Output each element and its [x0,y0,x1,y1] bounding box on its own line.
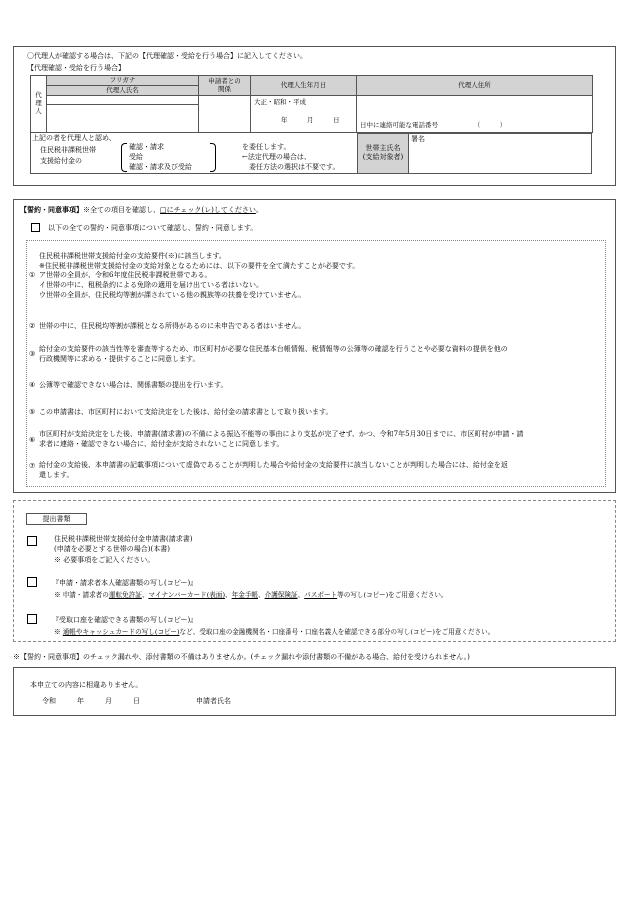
option-confirm-claim-receive[interactable]: 確認・請求及び受給 [129,163,192,171]
applicant-name-label: 申請者氏名 [196,697,231,705]
delegation-lead: 上記の者を代理人と認め、 [32,134,116,142]
item-5-mark: ⑤ [29,408,36,416]
item-2-mark: ② [29,322,36,330]
doc3-note-post: など、受取口座の金融機関名・口座番号・口座名義人を確認できる部分の写し(コピー)をご用意ください。 [179,628,495,636]
doc2-link-care: 介護保険証 [264,591,298,599]
all-agree-checkbox[interactable] [31,223,40,232]
pledge-header-bold: 【誓約・同意事項】 [20,205,83,214]
item-3-text: 給付金の支給要件の該当性等を審査等するため、市区町村が必要な住民基本台帳情報、税情報等の公簿等の確認を行うことや必要な資料の提供を他の 行政機関等に求める・提供することに同意します。 [39,345,508,363]
address-header: 代理人住所 [357,76,593,96]
pledge-header [20,206,263,215]
doc2-note-post: 等の写し(コピー)をご用意ください。 [337,591,448,599]
doc3-title: 『受取口座を確認できる書類の写し(コピー)』 [52,616,198,624]
dob-input[interactable] [251,96,357,133]
item-4-mark: ④ [29,381,36,389]
proxy-intro: 〇代理人が確認する場合は、下記の【代理確認・受給を行う場合】に記入してください。 [27,52,307,60]
householder-label: 世帯主氏名 (支給対象者) [357,133,409,174]
doc2-note: ※ 申請・請求者の運転免許証、マイナンバーカード(表面)、年金手帳、介護保険証、パスポート等の写し(コピー)をご用意ください。 [54,591,448,599]
doc1-note: ※ 必要事項をご記入ください。 [54,556,155,564]
item-3-mark: ③ [29,350,36,358]
final-date: 令和 年 月 日 [42,697,140,705]
item-6-mark: ⑥ [29,436,36,444]
benefit-name: 住民税非課税世帯 支援給付金の [40,146,96,165]
doc2-link-license: 運転免許証 [108,591,142,599]
proxy-table [30,75,593,133]
warning-text: ※【誓約・同意事項】のチェック漏れや、添付書類の不備はありませんか。(チェック漏れや添付書類の不備がある場合、給付を受けられません。) [13,653,470,661]
proxy-section-title: 【代理確認・受給を行う場合】 [27,64,125,72]
signature-box[interactable] [408,133,592,174]
docs-title: 提出書類 [26,513,87,525]
doc3-note-pre: ※ [54,628,63,636]
item-6-text: 市区町村が支給決定をした後、申請書(請求書)の不備による振込不能等の事由により支払が完了せず、かつ、令和7年5月30日までに、市区町村が申請・請 求者に連絡・確認できない場合に、給付金が支給されないことに同意します。 [39,430,524,448]
doc2-note-pre: ※ 申請・請求者の [54,591,109,599]
phone-label: 日中に連絡可能な電話番号 （ ） [360,121,507,129]
all-agree-label: 以下の全ての誓約・同意事項について確認し、誓約・同意します。 [48,224,258,232]
entrust-text: を委任します。 ←法定代理の場合は、 委任方法の選択は不要です。 [242,143,340,171]
options-left-bracket [121,143,127,172]
doc1-checkbox[interactable] [27,536,37,546]
doc2-link-pension: 年金手帳 [231,591,259,599]
item-5-text: この申請書は、市区町村において支給決定をした後は、給付金の請求書として取り扱います。 [39,408,333,416]
name-header: 代理人氏名 [47,86,199,96]
item-1-text: 住民税非課税世帯支援給付金の支給要件(※)に該当します。 ※住民税非課税世帯支援給付金の支給対象となるためには、以下の要件を全て満たすことが必要です。 ア世帯の全員が、令和6年度住民税非課税世帯である。 イ世帯の中に、租税条約による免除の適用を届け出ている者はいない。 ウ世帯の全員が、住民税均等割が課されている他の親族等の扶養を受けていません。 [39,252,360,299]
doc3-note [54,628,494,636]
final-section [13,667,616,716]
item-7-mark: ⑦ [29,462,36,470]
relation-header: 申請者との 関係 [199,76,251,96]
address-input[interactable] [357,96,593,133]
option-receive[interactable]: 受給 [129,153,143,161]
furigana-header: フリガナ [47,76,199,86]
pledge-header-link: □にチェック(レ)してください [160,206,256,214]
doc3-checkbox[interactable] [27,614,37,624]
item-1-mark: ① [29,271,36,279]
proxy-name-input[interactable] [47,105,199,133]
doc2-title: 『申請・請求者本人確認書類の写し(コピー)』 [52,579,198,587]
options-right-bracket [210,143,216,172]
pledge-header-end: 。 [255,206,263,214]
doc1-title: 住民税非課税世帯支援給付金申請書(請求書) (申請を必要とする世帯の場合)(本書) [54,535,193,553]
relation-input[interactable] [199,96,251,133]
item-2-text: 世帯の中に、住民税均等割が課税となる所得があるのに未申告である者はいません。 [39,322,306,330]
proxy-side-label: 代 理 人 [31,76,47,133]
furigana-input[interactable] [47,96,199,105]
doc2-checkbox[interactable] [27,577,37,587]
era-options: 大正・昭和・平成 [254,98,306,106]
item-4-text: 公簿等で確認できない場合は、関係書類の提出を行います。 [39,381,228,389]
dob-header: 代理人生年月日 [251,76,357,96]
doc2-link-mynumber: マイナンバーカード(表面) [148,591,226,599]
dob-ymd: 年 月 日 [281,116,340,124]
doc3-link: 通帳やキャッシュカードの写し(コピー) [62,628,180,636]
option-confirm-claim[interactable]: 確認・請求 [129,143,164,151]
signature-label: 署名 [411,135,425,143]
item-7-text: 給付金の支給後、本申請書の記載事項について虚偽であることが判明した場合や給付金の支給要件に該当しないことが判明した場合には、給付金を返 還します。 [39,461,508,479]
doc2-link-passport: パスポート [304,591,338,599]
final-statement: 本申立ての内容に相違ありません。 [30,681,143,689]
pledge-header-note: ※全ての項目を確認し、 [83,206,160,214]
